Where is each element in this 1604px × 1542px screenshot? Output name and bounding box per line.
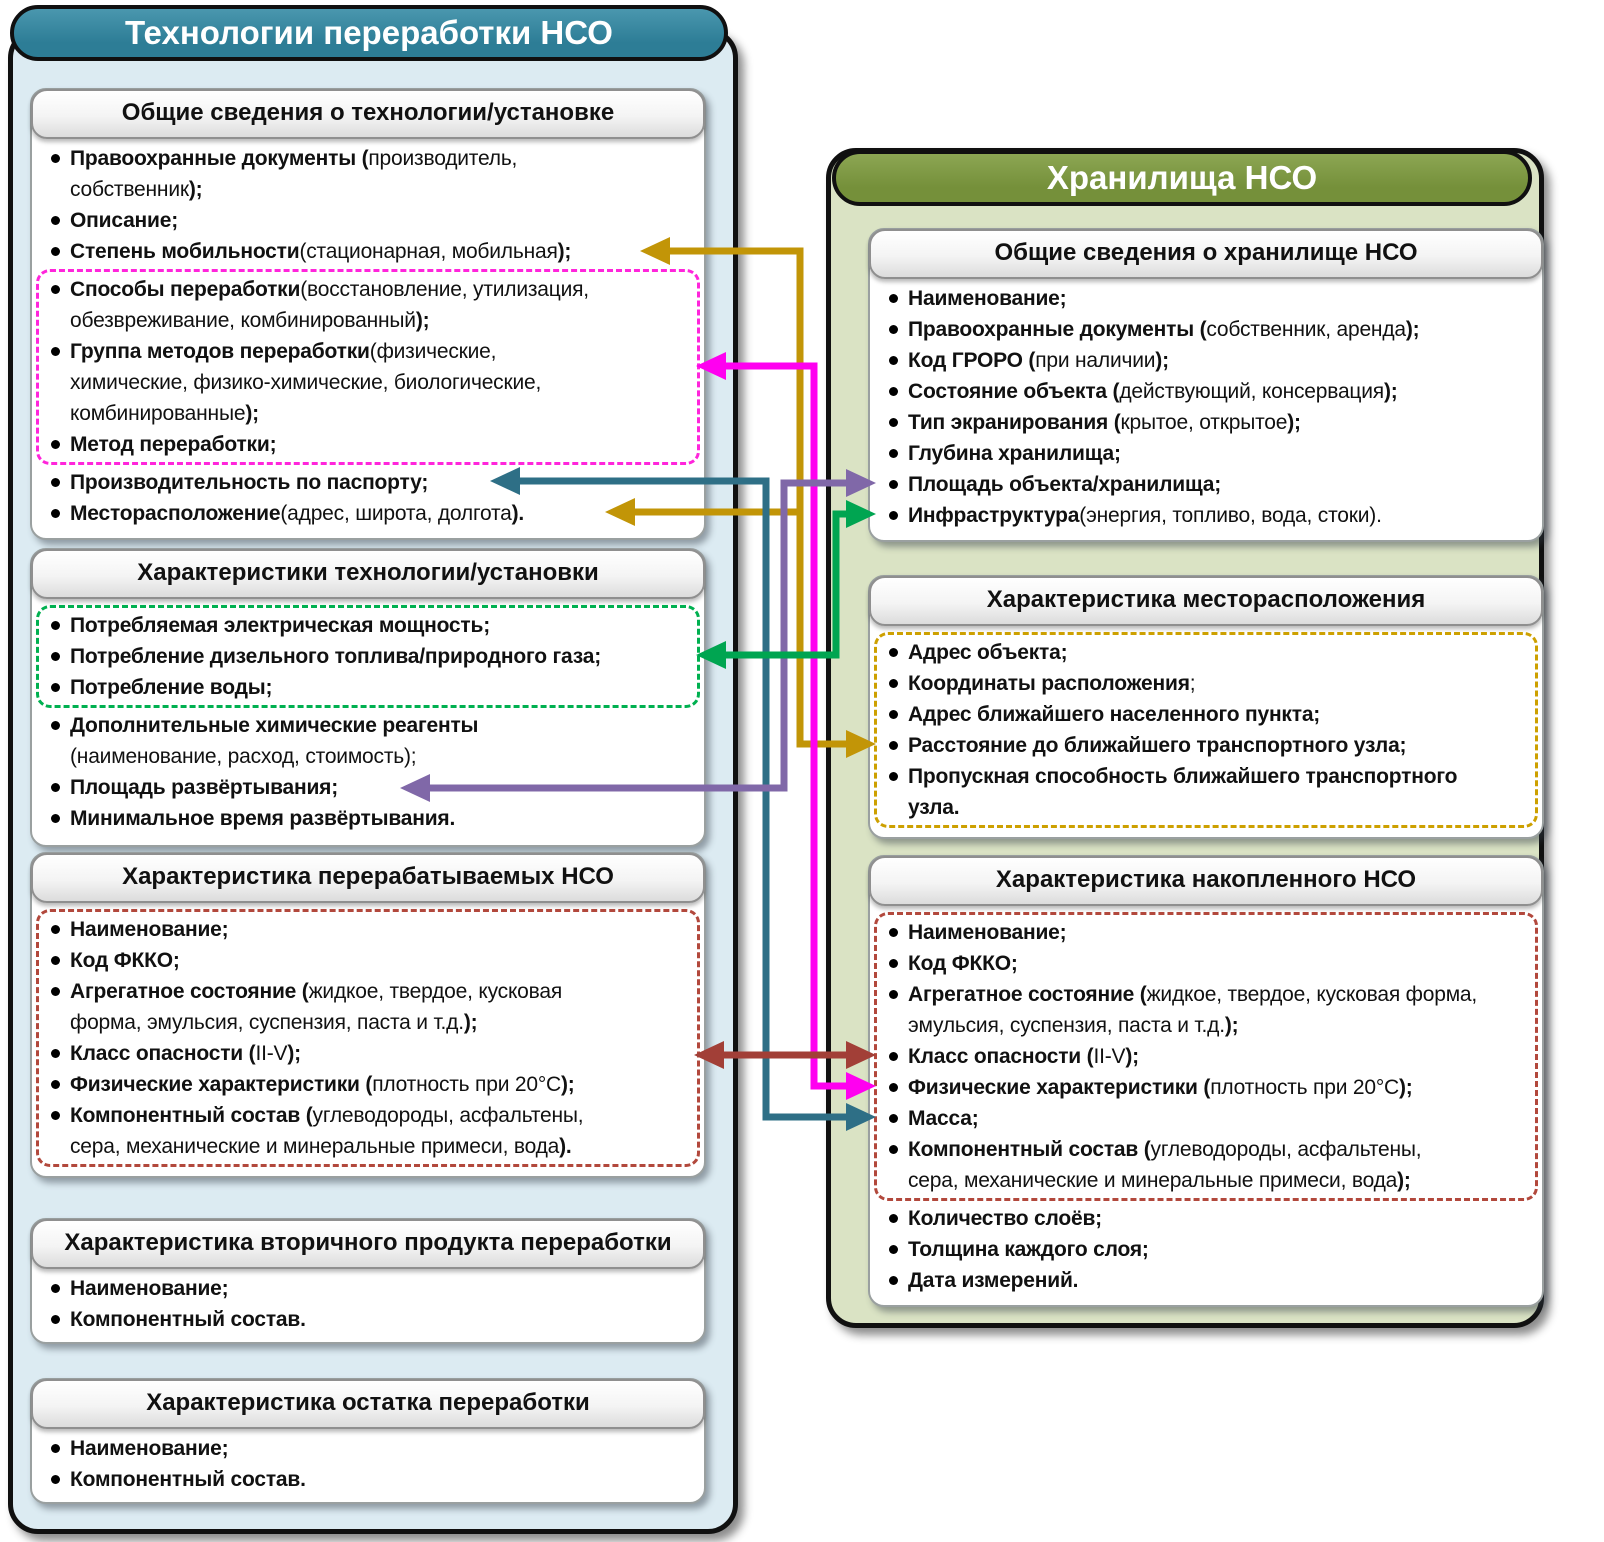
- bullet-item: Код ФККО;: [39, 945, 697, 976]
- bullet-dot: [44, 205, 70, 236]
- bullet-item: Компонентный состав ( углеводороды, асфальтены,: [39, 1100, 697, 1131]
- bullet-item: Масса;: [877, 1103, 1535, 1134]
- box-technology-characteristics: [30, 548, 706, 847]
- box-general-technology: [30, 88, 706, 540]
- bullet-dot: [882, 500, 908, 531]
- bullet-dot: [882, 1041, 908, 1072]
- bullet-dot: [44, 1433, 70, 1464]
- bullet-item: Компонентный состав.: [32, 1464, 704, 1495]
- bullet-item: Компонентный состав.: [32, 1304, 704, 1335]
- bullet-item: Наименование;: [32, 1273, 704, 1304]
- bullet-item: комбинированные );: [39, 398, 697, 429]
- panel-title-text: Технологии переработки НСО: [125, 14, 613, 51]
- bullet-dot: [44, 672, 70, 703]
- group-accumulated-nso: [874, 912, 1538, 1201]
- bullet-list: [32, 1429, 704, 1495]
- bullet-item: Толщина каждого слоя;: [870, 1234, 1542, 1265]
- box-accumulated-nso: [868, 855, 1544, 1307]
- bullet-dot: [44, 1273, 70, 1304]
- bullet-dot: [882, 1134, 908, 1165]
- bullet-item: Площадь объекта/хранилища;: [870, 469, 1542, 500]
- panel-title-text: Хранилища НСО: [1046, 159, 1318, 196]
- box-header-text: Общие сведения о технологии/установке: [121, 99, 615, 126]
- bullet-dot: [882, 407, 908, 438]
- bullet-item: Физические характеристики ( плотность при 20°С );: [39, 1069, 697, 1100]
- bullet-item: Адрес ближайшего населенного пункта;: [877, 699, 1535, 730]
- bullet-indent: [882, 1010, 908, 1041]
- bullet-item: Расстояние до ближайшего транспортного узла;: [877, 730, 1535, 761]
- box-header: [869, 229, 1543, 279]
- bullet-item: Месторасположение (адрес, широта, долгота ).: [32, 498, 704, 529]
- box-header: [869, 856, 1543, 906]
- bullet-item: Состояние объекта ( действующий, консервация );: [870, 376, 1542, 407]
- bullet-dot: [882, 699, 908, 730]
- bullet-item: Дата измерений.: [870, 1265, 1542, 1296]
- panel-title-processing: [10, 5, 728, 61]
- box-header-text: Характеристики технологии/установки: [137, 559, 599, 586]
- bullet-item: Площадь развёртывания;: [32, 772, 704, 803]
- bullet-dot: [44, 236, 70, 267]
- bullet-dot: [44, 610, 70, 641]
- bullet-indent: [882, 1165, 908, 1196]
- bullet-dot: [44, 1464, 70, 1495]
- bullet-indent: [44, 367, 70, 398]
- bullet-indent: [44, 1131, 70, 1162]
- bullet-list: [870, 279, 1542, 531]
- bullet-dot: [882, 469, 908, 500]
- bullet-item: Правоохранные документы ( собственник, аренда );: [870, 314, 1542, 345]
- bullet-list: [870, 906, 1542, 1296]
- bullet-dot: [44, 498, 70, 529]
- group-processing-methods: [36, 269, 700, 465]
- bullet-dot: [44, 336, 70, 367]
- bullet-dot: [882, 730, 908, 761]
- bullet-item: форма, эмульсия, суспензия, паста и т.д. );: [39, 1007, 697, 1038]
- bullet-dot: [44, 1038, 70, 1069]
- bullet-dot: [44, 976, 70, 1007]
- bullet-item: Способы переработки (восстановление, утилизация,: [39, 274, 697, 305]
- bullet-item: Агрегатное состояние ( жидкое, твердое, кусковая: [39, 976, 697, 1007]
- bullet-dot: [882, 314, 908, 345]
- box-header: [31, 549, 705, 599]
- bullet-item: Правоохранные документы ( производитель,: [32, 143, 704, 174]
- bullet-dot: [44, 945, 70, 976]
- bullet-dot: [882, 979, 908, 1010]
- bullet-dot: [44, 772, 70, 803]
- bullet-dot: [44, 143, 70, 174]
- bullet-dot: [882, 948, 908, 979]
- bullet-indent: [44, 398, 70, 429]
- bullet-list: [32, 599, 704, 834]
- bullet-item: Наименование;: [877, 917, 1535, 948]
- bullet-dot: [882, 283, 908, 314]
- group-consumption: [36, 605, 700, 708]
- bullet-item: узла.: [877, 792, 1535, 823]
- bullet-dot: [882, 761, 908, 792]
- bullet-item: Координаты расположения ;: [877, 668, 1535, 699]
- bullet-dot: [882, 917, 908, 948]
- bullet-dot: [44, 803, 70, 834]
- bullet-item: Пропускная способность ближайшего транспортного: [877, 761, 1535, 792]
- bullet-indent: [44, 741, 70, 772]
- bullet-item: Компонентный состав ( углеводороды, асфальтены,: [877, 1134, 1535, 1165]
- bullet-list: [32, 903, 704, 1167]
- bullet-item: Код ФККО;: [877, 948, 1535, 979]
- box-processing-residue: [30, 1378, 706, 1504]
- bullet-item: Дополнительные химические реагенты: [32, 710, 704, 741]
- bullet-dot: [44, 429, 70, 460]
- bullet-item: Группа методов переработки (физические,: [39, 336, 697, 367]
- bullet-item: Потребляемая электрическая мощность;: [39, 610, 697, 641]
- bullet-dot: [882, 1234, 908, 1265]
- bullet-item: Минимальное время развёртывания.: [32, 803, 704, 834]
- bullet-item: Класс опасности ( II-V );: [877, 1041, 1535, 1072]
- bullet-item: Наименование;: [32, 1433, 704, 1464]
- bullet-dot: [882, 1072, 908, 1103]
- bullet-item: Класс опасности ( II-V );: [39, 1038, 697, 1069]
- bullet-item: эмульсия, суспензия, паста и т.д. );: [877, 1010, 1535, 1041]
- bullet-item: Метод переработки;: [39, 429, 697, 460]
- bullet-dot: [882, 438, 908, 469]
- bullet-dot: [44, 1069, 70, 1100]
- bullet-list: [32, 139, 704, 529]
- bullet-dot: [44, 710, 70, 741]
- box-header: [31, 1379, 705, 1429]
- bullet-item: Описание;: [32, 205, 704, 236]
- bullet-item: Адрес объекта;: [877, 637, 1535, 668]
- bullet-item: собственник );: [32, 174, 704, 205]
- bullet-item: (наименование, расход, стоимость);: [32, 741, 704, 772]
- bullet-item: Степень мобильности (стационарная, мобильная );: [32, 236, 704, 267]
- bullet-item: Тип экранирования ( крытое, открытое );: [870, 407, 1542, 438]
- bullet-item: Физические характеристики ( плотность при 20°С );: [877, 1072, 1535, 1103]
- bullet-dot: [44, 914, 70, 945]
- bullet-item: Агрегатное состояние ( жидкое, твердое, кусковая форма,: [877, 979, 1535, 1010]
- box-header-text: Характеристика вторичного продукта переработки: [64, 1229, 672, 1256]
- bullet-item: Потребление воды;: [39, 672, 697, 703]
- bullet-item: Наименование;: [39, 914, 697, 945]
- box-header-text: Характеристика остатка переработки: [146, 1389, 590, 1416]
- box-header: [869, 576, 1543, 626]
- bullet-indent: [882, 792, 908, 823]
- box-header: [31, 853, 705, 903]
- bullet-item: сера, механические и минеральные примеси, вода );: [877, 1165, 1535, 1196]
- bullet-item: Глубина хранилища;: [870, 438, 1542, 469]
- bullet-item: Производительность по паспорту;: [32, 467, 704, 498]
- bullet-indent: [44, 1007, 70, 1038]
- bullet-dot: [882, 376, 908, 407]
- bullet-dot: [882, 1203, 908, 1234]
- bullet-dot: [44, 274, 70, 305]
- bullet-item: обезвреживание, комбинированный );: [39, 305, 697, 336]
- bullet-dot: [882, 345, 908, 376]
- bullet-dot: [882, 1265, 908, 1296]
- bullet-list: [32, 1269, 704, 1335]
- box-header-text: Общие сведения о хранилище НСО: [994, 239, 1418, 266]
- bullet-dot: [882, 1103, 908, 1134]
- bullet-dot: [882, 637, 908, 668]
- bullet-dot: [44, 1304, 70, 1335]
- bullet-item: Инфраструктура (энергия, топливо, вода, стоки).: [870, 500, 1542, 531]
- bullet-item: химические, физико-химические, биологические,: [39, 367, 697, 398]
- box-location-characteristics: [868, 575, 1544, 839]
- group-processed-nso: [36, 909, 700, 1167]
- box-header-text: Характеристика перерабатываемых НСО: [122, 863, 614, 890]
- bullet-item: сера, механические и минеральные примеси, вода ).: [39, 1131, 697, 1162]
- bullet-indent: [44, 305, 70, 336]
- bullet-item: Потребление дизельного топлива/природного газа;: [39, 641, 697, 672]
- box-header-text: Характеристика месторасположения: [986, 586, 1426, 613]
- bullet-item: Количество слоёв;: [870, 1203, 1542, 1234]
- box-header-text: Характеристика накопленного НСО: [995, 866, 1417, 893]
- bullet-dot: [44, 1100, 70, 1131]
- bullet-list: [870, 626, 1542, 828]
- bullet-item: Наименование;: [870, 283, 1542, 314]
- box-secondary-product: [30, 1218, 706, 1344]
- bullet-dot: [882, 668, 908, 699]
- box-header: [31, 89, 705, 139]
- box-processed-nso: [30, 852, 706, 1178]
- bullet-item: Код ГРОРО ( при наличии );: [870, 345, 1542, 376]
- bullet-dot: [44, 467, 70, 498]
- group-location: [874, 632, 1538, 828]
- bullet-indent: [44, 174, 70, 205]
- bullet-dot: [44, 641, 70, 672]
- box-general-storage: [868, 228, 1544, 542]
- box-header: [31, 1219, 705, 1269]
- panel-title-storages: [832, 150, 1532, 206]
